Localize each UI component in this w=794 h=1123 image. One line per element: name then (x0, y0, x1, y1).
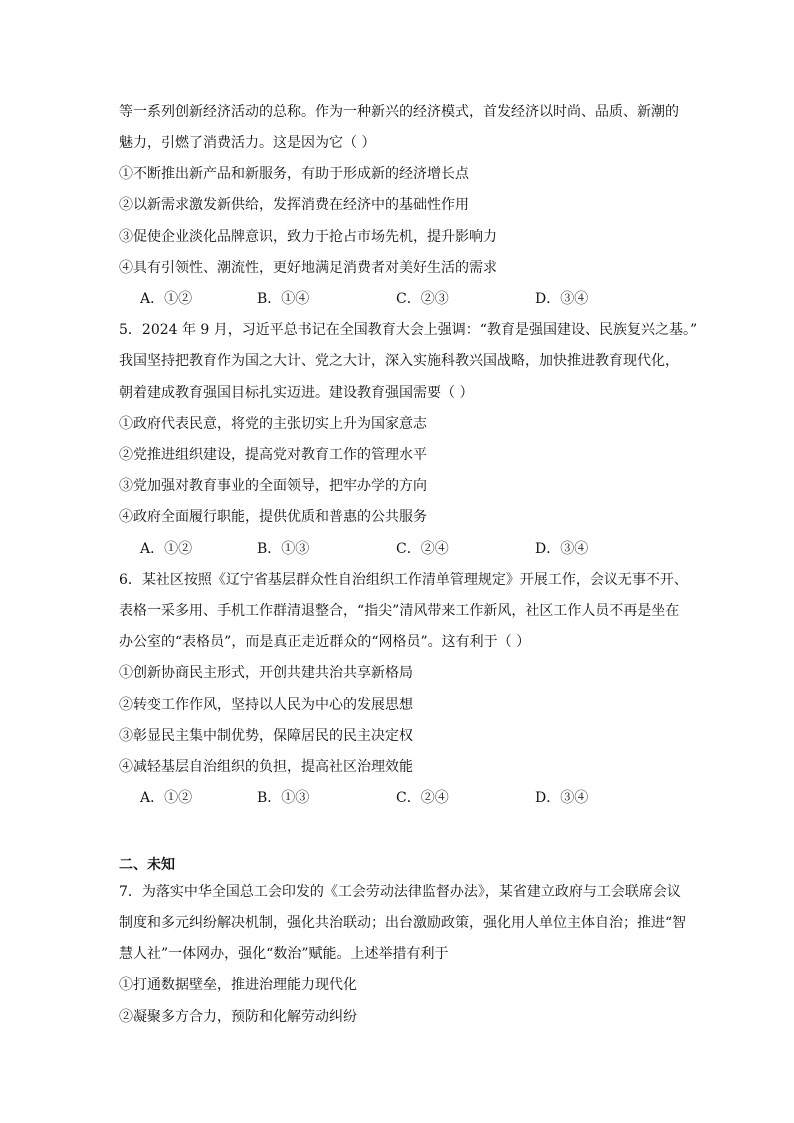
q5-item-3: ③党加强对教育事业的全面领导，把牢办学的方向 (119, 478, 427, 494)
q5-stem-line-1: 5．2024 年 9 月，习近平总书记在全国教育大会上强调：“教育是强国建设、民族复兴之基。” (119, 322, 698, 338)
q5-stem-line-3: 朝着建成教育强国目标扎实迈进。建设教育强国需要（ ） (119, 385, 474, 401)
q6-item-4: ④减轻基层自治组织的负担，提高社区治理效能 (119, 759, 413, 775)
q4-option-b: B．①④ (257, 291, 310, 307)
q5-option-c: C．②④ (396, 541, 449, 557)
q6-item-3: ③彰显民主集中制优势，保障居民的民主决定权 (119, 728, 413, 744)
q4-option-d: D．③④ (535, 291, 589, 307)
q6-item-2: ②转变工作作风，坚持以人民为中心的发展思想 (119, 697, 413, 713)
q4-stem-line-1: 等一系列创新经济活动的总称。作为一种新兴的经济模式，首发经济以时尚、品质、新潮的 (119, 104, 679, 120)
q5-option-d: D．③④ (535, 541, 589, 557)
q7-item-1: ①打通数据壁垒，推进治理能力现代化 (119, 977, 357, 993)
q5-option-b: B．①③ (257, 541, 310, 557)
q6-option-b: B．①③ (257, 790, 310, 806)
q6-stem-line-2: 表格一采多用、手机工作群清退整合，“指尖”清风带来工作新风，社区工作人员不再是坐在 (119, 603, 680, 619)
q4-item-2: ②以新需求激发新供给，发挥消费在经济中的基础性作用 (119, 197, 469, 213)
q6-item-1: ①创新协商民主形式，开创共建共治共享新格局 (119, 665, 413, 681)
q4-item-1: ①不断推出新产品和新服务，有助于形成新的经济增长点 (119, 166, 469, 182)
q7-stem-line-3: 慧人社”一体网办，强化“数治”赋能。上述举措有利于 (119, 946, 449, 962)
q6-stem-line-1: 6．某社区按照《辽宁省基层群众性自治组织工作清单管理规定》开展工作，会议无事不开、 (119, 572, 688, 588)
q6-option-c: C．②④ (396, 790, 449, 806)
q5-item-2: ②党推进组织建设，提高党对教育工作的管理水平 (119, 447, 427, 463)
q4-item-4: ④具有引领性、潮流性，更好地满足消费者对美好生活的需求 (119, 260, 497, 276)
q5-stem-line-2: 我国坚持把教育作为国之大计、党之大计，深入实施科教兴国战略，加快推进教育现代化， (119, 353, 679, 369)
q4-item-3: ③促使企业淡化品牌意识，致力于抢占市场先机，提升影响力 (119, 229, 497, 245)
q4-option-c: C．②③ (396, 291, 449, 307)
q5-option-a: A．①② (140, 541, 193, 557)
q5-item-1: ①政府代表民意，将党的主张切实上升为国家意志 (119, 416, 427, 432)
q7-item-2: ②凝聚多方合力，预防和化解劳动纠纷 (119, 1009, 357, 1025)
q6-stem-line-3: 办公室的“表格员”，而是真正走近群众的“网格员”。这有利于（ ） (119, 634, 531, 650)
q7-stem-line-1: 7．为落实中华全国总工会印发的《工会劳动法律监督办法》，某省建立政府与工会联席会议 (119, 884, 681, 900)
q4-stem-line-2: 魅力，引燃了消费活力。这是因为它（ ） (119, 135, 376, 151)
q6-option-a: A．①② (140, 790, 193, 806)
q5-item-4: ④政府全面履行职能，提供优质和普惠的公共服务 (119, 509, 427, 525)
q4-option-a: A．①② (140, 291, 193, 307)
q7-stem-line-2: 制度和多元纠纷解决机制，强化共治联动；出台激励政策，强化用人单位主体自治；推进“智 (119, 915, 687, 931)
section-heading: 二、未知 (119, 857, 175, 873)
q6-option-d: D．③④ (535, 790, 589, 806)
